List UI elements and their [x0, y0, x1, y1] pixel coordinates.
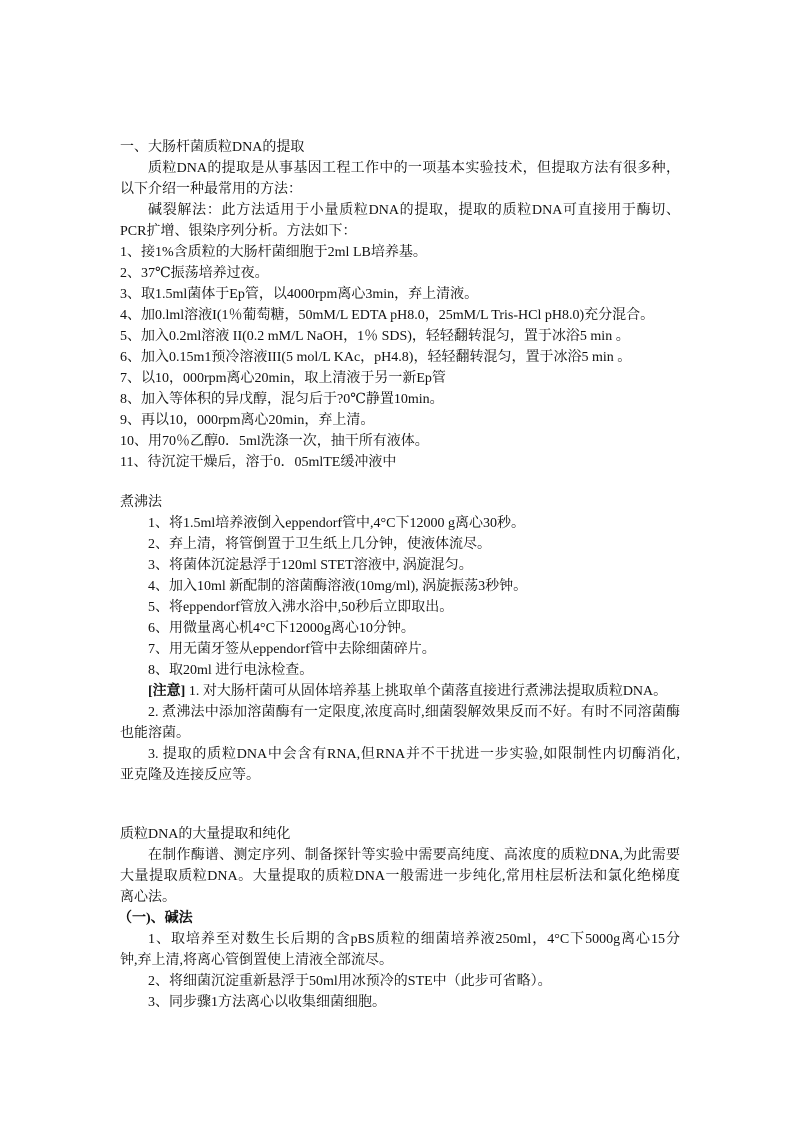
step-item: 10、用70％乙醇0．5ml洗涤一次，抽干所有液体。: [120, 434, 429, 449]
note-line: [148, 682, 680, 702]
paragraph-line: 碱裂解法：此方法适用于小量质粒DNA的提取，提取的质粒DNA可直接用于酶切、: [148, 203, 680, 218]
step-item: 4、加0.lml溶液I(1％葡萄糖，50mM/L EDTA pH8.0，25mM/L Tris-HCl pH8.0)充分混合。: [120, 308, 655, 323]
note-line: 2. 煮沸法中添加溶菌酶有一定限度,浓度高时,细菌裂解效果反而不好。有时不同溶菌酶: [148, 705, 680, 720]
step-item: 7、以10，000rpm离心20min，取上清液于另一新Ep管: [120, 371, 446, 386]
paragraph-line: 以下介绍一种最常用的方法：: [120, 182, 302, 197]
paragraph-line: 在制作酶谱、测定序列、制备探针等实验中需要高纯度、高浓度的质粒DNA,为此需要: [148, 848, 680, 863]
step-item: 11、待沉淀干燥后，溶于0．05mlTE缓冲液中: [120, 455, 397, 470]
note-line: 3. 提取的质粒DNA中会含有RNA,但RNA并不干扰进一步实验,如限制性内切酶消化,: [148, 747, 680, 762]
step-item: 钟,弃上清,将离心管倒置使上清液全部流尽。: [120, 953, 393, 968]
note-text: 1. 对大肠杆菌可从固体培养基上挑取单个菌落直接进行煮沸法提取质粒DNA。: [185, 684, 668, 699]
step-item: 4、加入10ml 新配制的溶菌酶溶液(10mg/ml), 涡旋振荡3秒钟。: [148, 579, 528, 594]
paragraph-line: PCR扩增、银染序列分析。方法如下：: [120, 224, 357, 239]
step-item: 1、将1.5ml培养液倒入eppendorf管中,4°C下12000 g离心30秒。: [148, 516, 525, 531]
step-item: 2、37℃振荡培养过夜。: [120, 266, 269, 281]
step-item: 3、同步骤1方法离心以收集细菌细胞。: [148, 995, 386, 1010]
section-title: 质粒DNA的大量提取和纯化: [120, 827, 291, 842]
step-item: 1、接1%含质粒的大肠杆菌细胞于2ml LB培养基。: [120, 245, 427, 260]
step-item: 6、加入0.15m1预冷溶液III(5 mol/L KAc，pH4.8)，轻轻翻转混匀，置于冰浴5 min 。: [120, 350, 632, 365]
step-item: 1、取培养至对数生长后期的含pBS质粒的细菌培养液250ml，4°C下5000g离心15分: [148, 932, 680, 947]
paragraph-line: 质粒DNA的提取是从事基因工程工作中的一项基本实验技术，但提取方法有很多种，: [148, 161, 680, 176]
step-item: 2、弃上清，将管倒置于卫生纸上几分钟，使液体流尽。: [148, 537, 491, 552]
paragraph-line: 离心法。: [120, 890, 176, 905]
step-item: 3、将菌体沉淀悬浮于120ml STET溶液中, 涡旋混匀。: [148, 558, 473, 573]
note-label: [注意]: [148, 684, 186, 699]
step-item: 8、加入等体积的异戊醇，混匀后于?0℃静置10min。: [120, 392, 444, 407]
section-title: 一、大肠杆菌质粒DNA的提取: [120, 140, 305, 155]
subsection-title: （一)、碱法: [118, 911, 193, 926]
step-item: 5、将eppendorf管放入沸水浴中,50秒后立即取出。: [148, 600, 454, 615]
note-line: 也能溶菌。: [120, 726, 190, 741]
step-item: 9、再以10，000rpm离心20min，弃上清。: [120, 413, 375, 428]
section-title: 煮沸法: [120, 495, 162, 510]
step-item: 8、取20ml 进行电泳检查。: [148, 663, 314, 678]
step-item: 3、取1.5ml菌体于Ep管，以4000rpm离心3min，弃上清液。: [120, 287, 479, 302]
paragraph-line: 大量提取质粒DNA。大量提取的质粒DNA一般需进一步纯化,常用柱层析法和氯化绝梯度: [120, 869, 680, 884]
step-item: 5、加入0.2ml溶液 II(0.2 mM/L NaOH，1％ SDS)，轻轻翻转混匀，置于冰浴5 min 。: [120, 329, 630, 344]
step-item: 2、将细菌沉淀重新悬浮于50ml用冰预冷的STE中（此步可省略）。: [148, 974, 552, 989]
step-item: 6、用微量离心机4°C下12000g离心10分钟。: [148, 621, 415, 636]
note-line: 亚克隆及连接反应等。: [120, 768, 260, 783]
step-item: 7、用无菌牙签从eppendorf管中去除细菌碎片。: [148, 642, 436, 657]
